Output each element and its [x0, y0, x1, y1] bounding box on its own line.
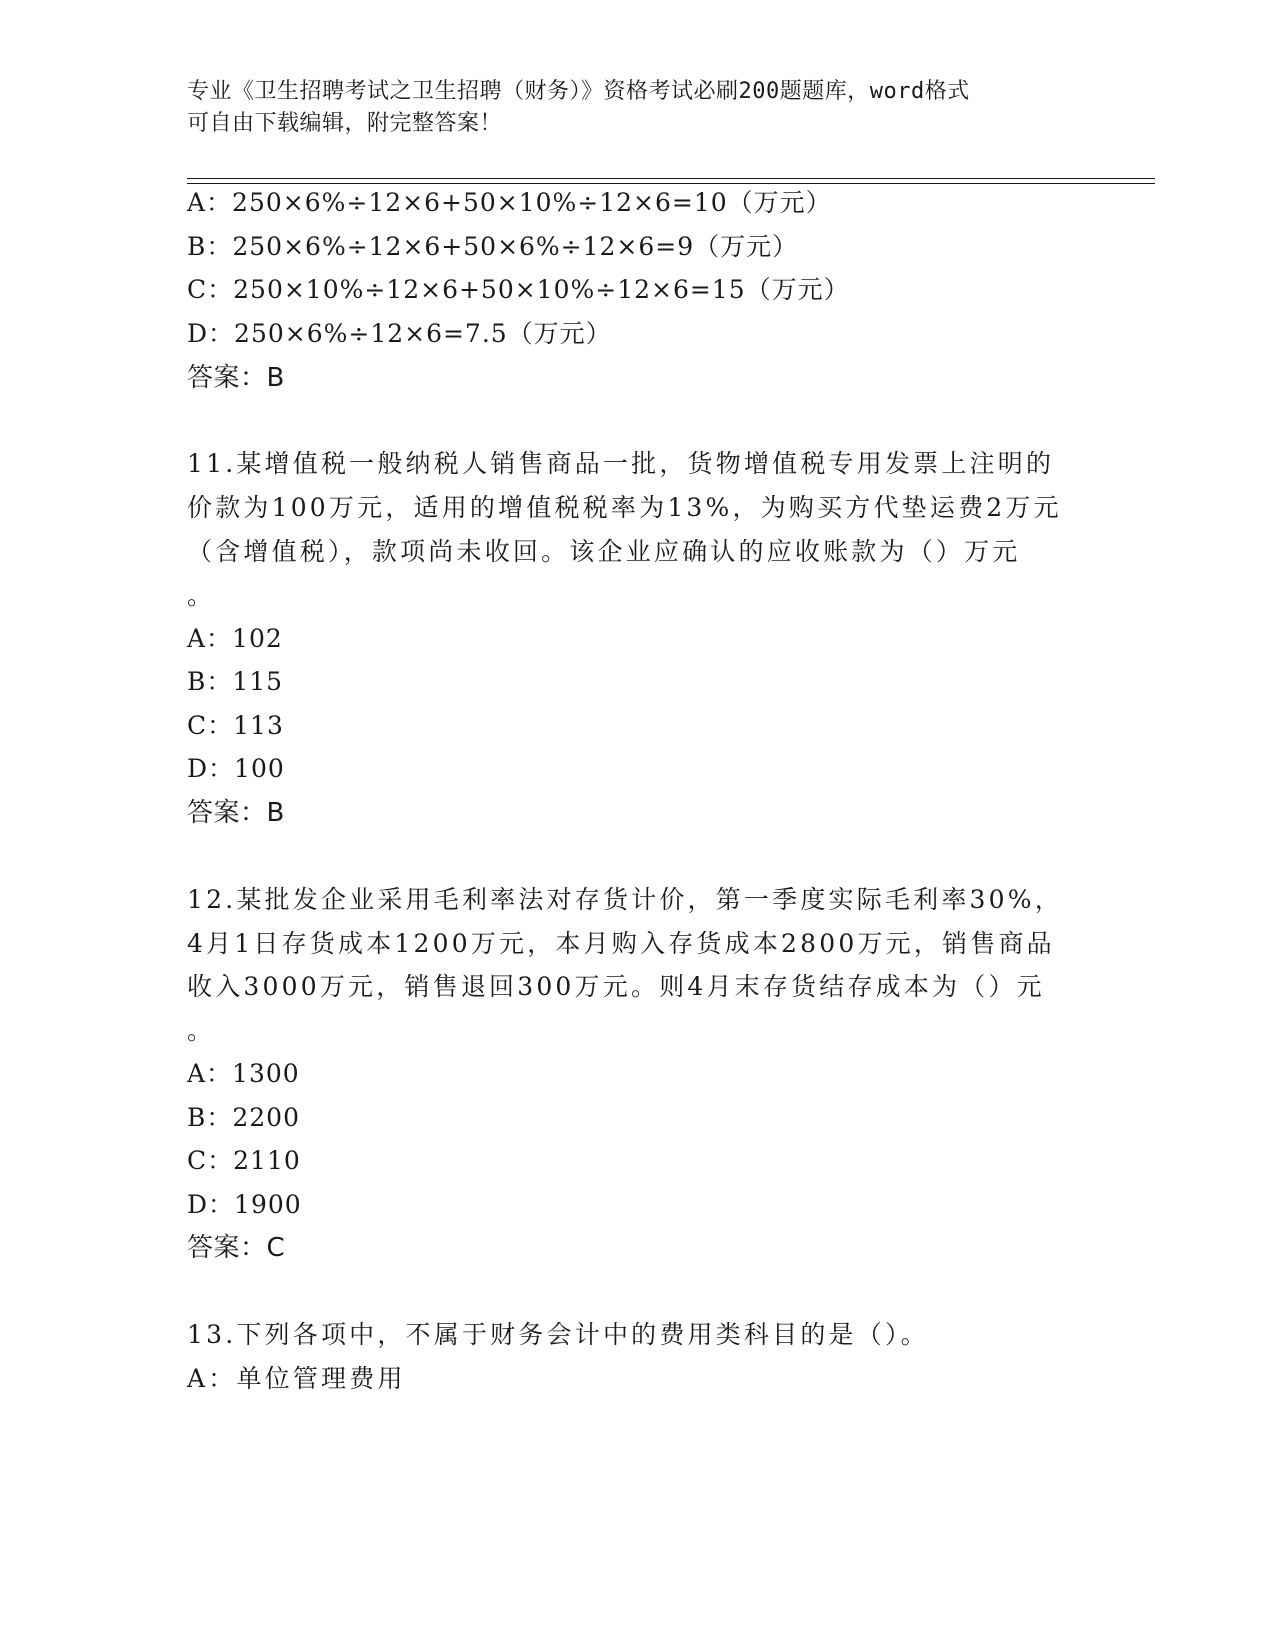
- header-line-1: 专业《卫生招聘考试之卫生招聘（财务）》资格考试必刷200题题库，word格式: [187, 79, 970, 104]
- q11-text-line-4: 。: [187, 581, 214, 610]
- header-divider-top: [187, 178, 1155, 179]
- q12-text-line-1: 12.某批发企业采用毛利率法对存货计价，第一季度实际毛利率30%，: [187, 885, 1063, 914]
- document-header: [187, 76, 1087, 140]
- q11-option-d: D：100: [187, 754, 285, 783]
- q11-option-b: B：115: [187, 667, 284, 696]
- q13-text-line-1: 13.下列各项中，不属于财务会计中的费用类科目的是（）。: [187, 1320, 929, 1349]
- q11-option-a: A：102: [187, 624, 283, 653]
- q12-answer: 答案：C: [187, 1233, 286, 1263]
- q12-option-c: C：2110: [187, 1146, 301, 1175]
- q12-text-line-3: 收入3000万元，销售退回300万元。则4月末存货结存成本为（）元: [187, 972, 1045, 1001]
- q10-answer: 答案：B: [187, 363, 285, 393]
- header-divider-bottom: [187, 183, 1155, 184]
- q10-option-b: B：250×6%÷12×6+50×6%÷12×6=9（万元）: [187, 232, 799, 261]
- q12-text-line-4: 。: [187, 1016, 214, 1045]
- q10-option-c: C：250×10%÷12×6+50×10%÷12×6=15（万元）: [187, 275, 850, 304]
- q12-text-line-2: 4月1日存货成本1200万元，本月购入存货成本2800万元，销售商品: [187, 929, 1055, 958]
- q13-option-a: A：单位管理费用: [187, 1364, 406, 1393]
- q11-answer: 答案：B: [187, 798, 285, 828]
- q12-option-b: B：2200: [187, 1103, 300, 1132]
- q12-option-a: A：1300: [187, 1059, 300, 1088]
- q10-option-d: D：250×6%÷12×6=7.5（万元）: [187, 319, 612, 348]
- header-line-2: 可自由下载编辑，附完整答案！: [187, 111, 503, 136]
- q11-text-line-1: 11.某增值税一般纳税人销售商品一批，货物增值税专用发票上注明的: [187, 449, 1055, 478]
- q10-option-a: A：250×6%÷12×6+50×10%÷12×6=10（万元）: [187, 188, 832, 217]
- q12-option-d: D：1900: [187, 1190, 302, 1219]
- q11-text-line-2: 价款为100万元，适用的增值税税率为13%，为购买方代垫运费2万元: [187, 493, 1062, 522]
- q11-text-line-3: （含增值税），款项尚未收回。该企业应确认的应收账款为（）万元: [187, 537, 1021, 566]
- q11-option-c: C：113: [187, 711, 284, 740]
